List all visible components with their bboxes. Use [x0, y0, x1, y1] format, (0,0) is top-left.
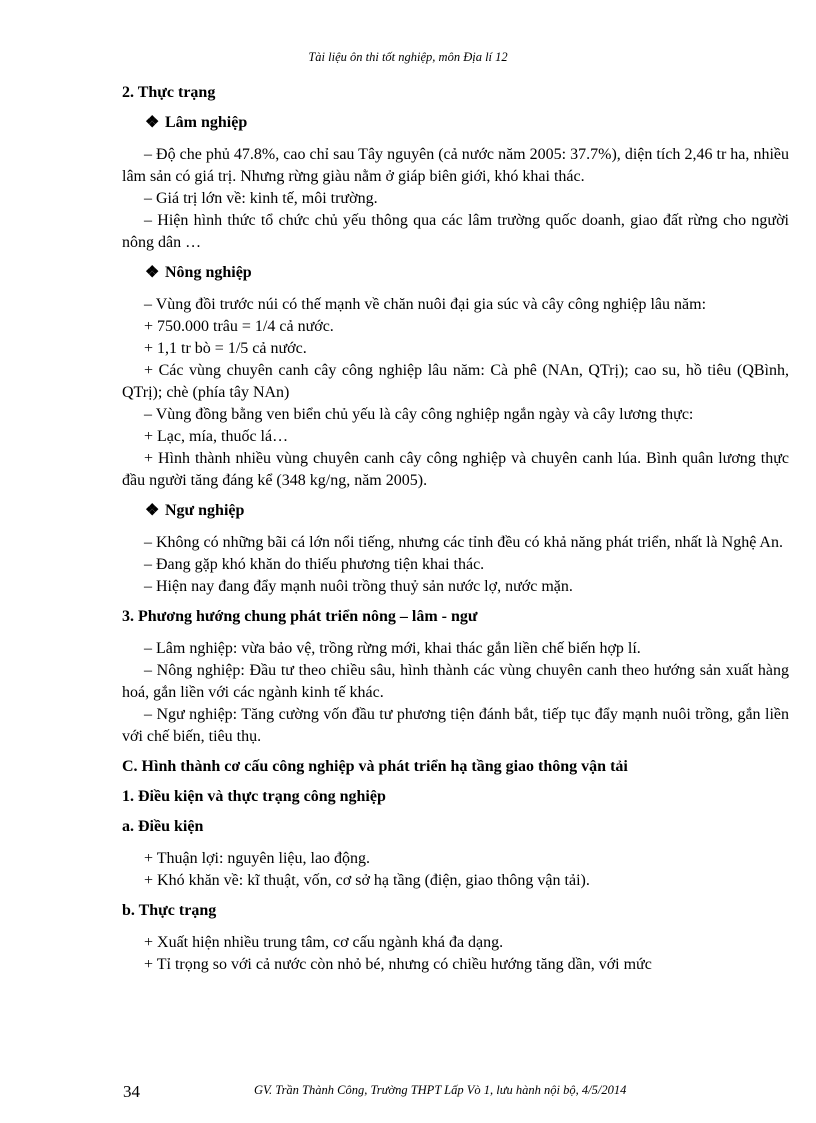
paragraph: + Khó khăn về: kĩ thuật, vốn, cơ sở hạ tầng (điện, giao thông vận tải).: [144, 872, 590, 889]
paragraph: – Không có những bãi cá lớn nổi tiếng, nhưng các tỉnh đều có khả năng phát triển, nhất là Nghệ An.: [144, 534, 783, 551]
subsection-heading: ❖ Nông nghiệp: [122, 262, 789, 284]
page-content: [122, 82, 789, 976]
paragraph: – Lâm nghiệp: vừa bảo vệ, trồng rừng mới, khai thác gắn liền chế biến hợp lí.: [144, 640, 641, 657]
section-heading: 1. Điều kiện và thực trạng công nghiệp: [122, 788, 386, 805]
diamond-bullet-icon: ❖: [145, 114, 160, 131]
paragraph: – Ngư nghiệp: Tăng cường vốn đầu tư phương tiện đánh bắt, tiếp tục đẩy mạnh nuôi trồng, gắn liền với chế biến, tiêu thụ.: [122, 706, 789, 745]
paragraph: – Hiện nay đang đẩy mạnh nuôi trồng thuỷ sản nước lợ, nước mặn.: [144, 578, 573, 595]
paragraph: + Các vùng chuyên canh cây công nghiệp lâu năm: Cà phê (NAn, QTrị); cao su, hồ tiêu (QBình, QTrị); chè (phía tây NAn): [122, 362, 789, 401]
section-heading: a. Điều kiện: [122, 818, 204, 835]
paragraph: – Độ che phủ 47.8%, cao chỉ sau Tây nguyên (cả nước năm 2005: 37.7%), diện tích 2,46 tr ha, nhiều lâm sản có giá trị. Nhưng rừng giàu nằm ở giáp biên giới, khó khai thác.: [122, 146, 789, 185]
paragraph: + 750.000 trâu = 1/4 cả nước.: [144, 318, 334, 335]
paragraph: – Giá trị lớn về: kinh tế, môi trường.: [144, 190, 378, 207]
page-header: Tài liệu ôn thi tốt nghiệp, môn Địa lí 12: [308, 50, 508, 64]
page-footer: GV. Trần Thành Công, Trường THPT Lấp Vò 1, lưu hành nội bộ, 4/5/2014: [254, 1083, 627, 1097]
paragraph: + 1,1 tr bò = 1/5 cả nước.: [144, 340, 307, 357]
section-heading: b. Thực trạng: [122, 902, 217, 919]
paragraph: – Đang gặp khó khăn do thiếu phương tiện khai thác.: [144, 556, 485, 573]
diamond-bullet-icon: ❖: [145, 502, 160, 519]
page-number: 34: [123, 1082, 140, 1101]
chapter-heading: C. Hình thành cơ cấu công nghiệp và phát triển hạ tầng giao thông vận tải: [122, 758, 628, 775]
subsection-heading: ❖ Ngư nghiệp: [122, 500, 789, 522]
section-heading: 3. Phương hướng chung phát triển nông – lâm - ngư: [122, 608, 478, 625]
paragraph: – Vùng đồng bằng ven biển chủ yếu là cây công nghiệp ngắn ngày và cây lương thực:: [144, 406, 694, 423]
paragraph: + Xuất hiện nhiều trung tâm, cơ cấu ngành khá đa dạng.: [144, 934, 504, 951]
paragraph: – Hiện hình thức tổ chức chủ yếu thông qua các lâm trường quốc doanh, giao đất rừng cho người nông dân …: [122, 212, 789, 251]
paragraph: + Tỉ trọng so với cả nước còn nhỏ bé, nhưng có chiều hướng tăng dần, với mức: [144, 956, 652, 973]
paragraph: + Hình thành nhiều vùng chuyên canh cây công nghiệp và chuyên canh lúa. Bình quân lương thực đầu người tăng đáng kể (348 kg/ng, năm 2005).: [122, 450, 789, 489]
paragraph: – Nông nghiệp: Đầu tư theo chiều sâu, hình thành các vùng chuyên canh theo hướng sản xuất hàng hoá, gắn liền với các ngành kinh tế khác.: [122, 662, 789, 701]
paragraph: – Vùng đồi trước núi có thế mạnh về chăn nuôi đại gia súc và cây công nghiệp lâu năm:: [144, 296, 707, 313]
section-heading: 2. Thực trạng: [122, 84, 216, 101]
diamond-bullet-icon: ❖: [145, 264, 160, 281]
paragraph: + Thuận lợi: nguyên liệu, lao động.: [144, 850, 371, 867]
paragraph: + Lạc, mía, thuốc lá…: [144, 428, 289, 445]
subsection-heading: ❖ Lâm nghiệp: [122, 112, 789, 134]
